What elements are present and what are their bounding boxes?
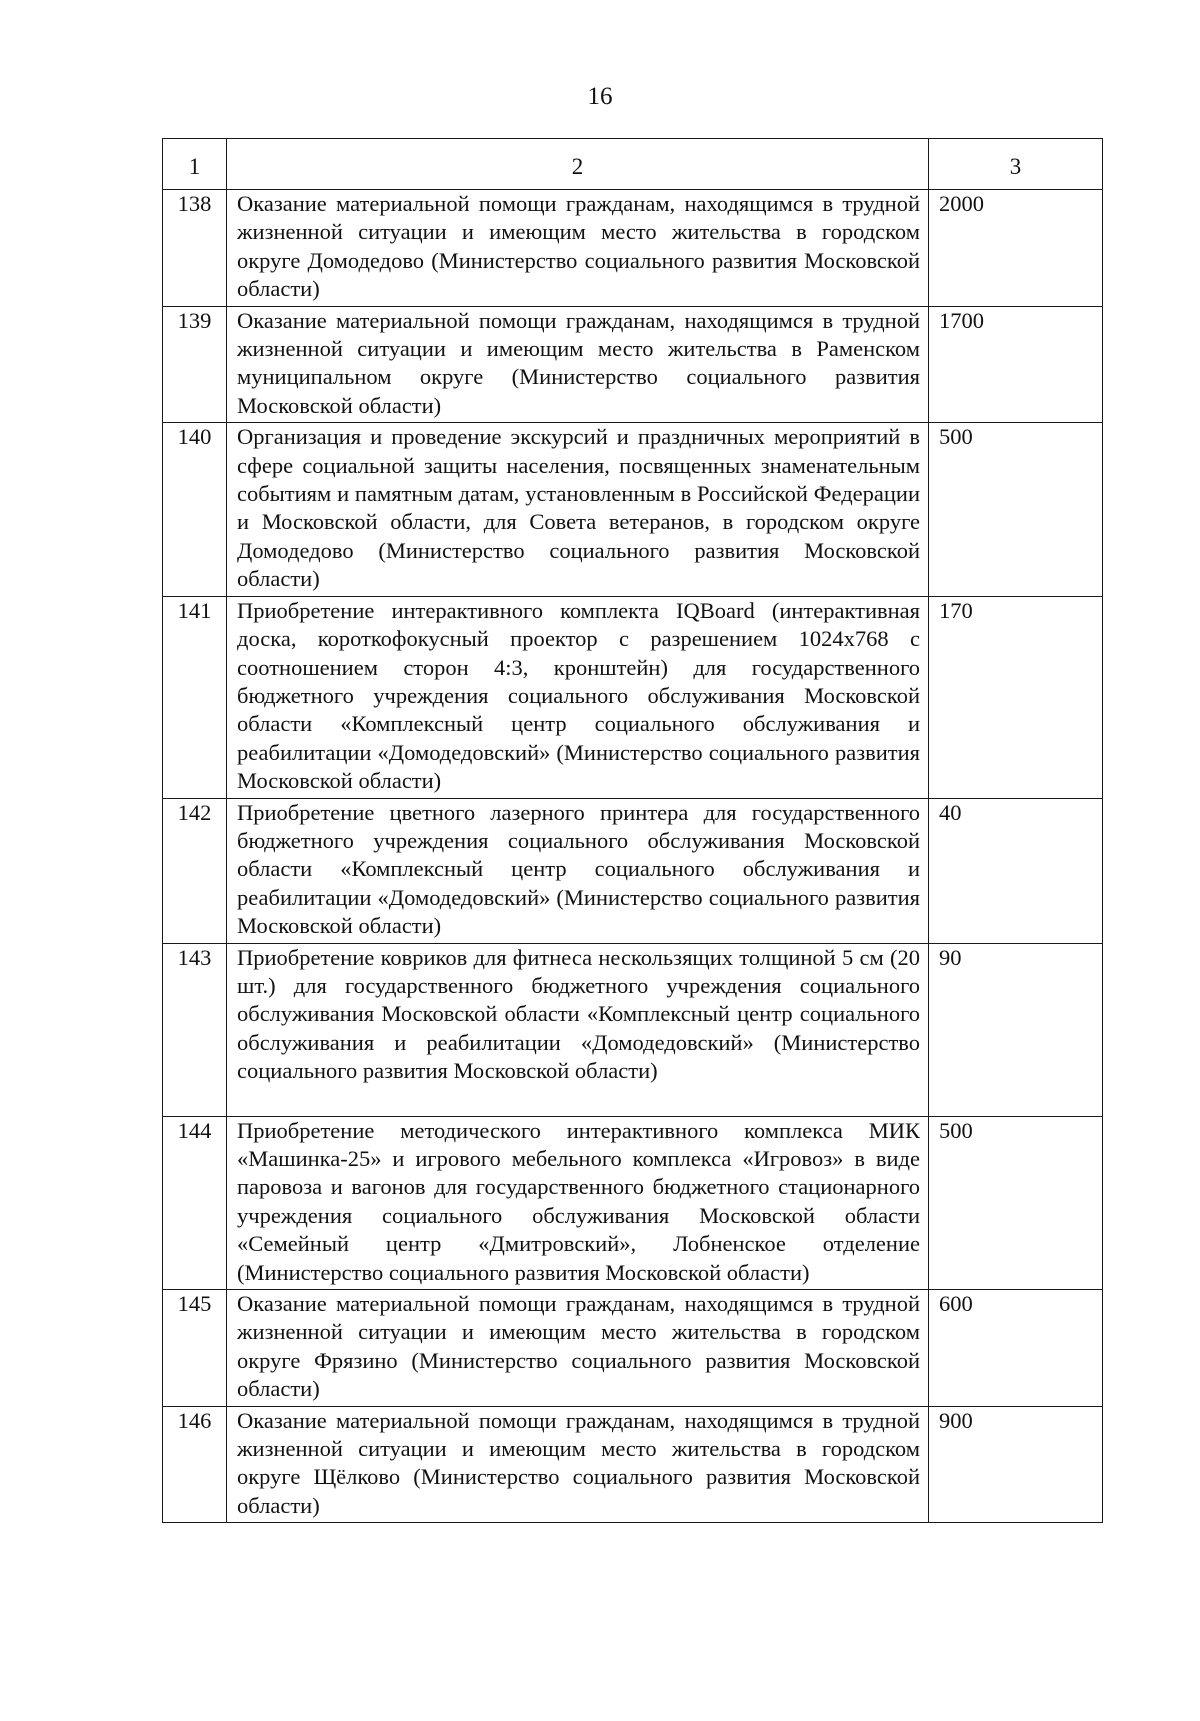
row-number: 142 bbox=[163, 798, 227, 943]
row-amount: 1700 bbox=[929, 306, 1103, 423]
table-header-row bbox=[163, 139, 1103, 190]
row-description: Организация и проведение экскурсий и праздничных мероприятий в сфере социальной защиты населения, посвященных знаменательным событиям и памятным датам, установленным в Российской Федерации и Московской области, для Совета ветеранов, в городском округе Домодедово (Министерство социального развития Московской области) bbox=[227, 423, 929, 596]
row-description: Приобретение цветного лазерного принтера для государственного бюджетного учреждения социального обслуживания Московской области «Комплексный центр социального обслуживания и реабилитации «Домодедовский» (Министерство социального развития Московской области) bbox=[227, 798, 929, 943]
expenditure-table bbox=[162, 138, 1103, 1523]
table-row bbox=[163, 190, 1103, 307]
row-number: 140 bbox=[163, 423, 227, 596]
row-number: 143 bbox=[163, 943, 227, 1116]
table-row bbox=[163, 798, 1103, 943]
row-description: Оказание материальной помощи гражданам, находящимся в трудной жизненной ситуации и имеющим место жительства в городском округе Щёлково (Министерство социального развития Московской области) bbox=[227, 1406, 929, 1523]
table-row bbox=[163, 306, 1103, 423]
row-amount: 2000 bbox=[929, 190, 1103, 307]
row-amount: 40 bbox=[929, 798, 1103, 943]
row-number: 146 bbox=[163, 1406, 227, 1523]
table-row bbox=[163, 423, 1103, 596]
row-amount: 90 bbox=[929, 943, 1103, 1116]
table-row bbox=[163, 1116, 1103, 1289]
row-description: Оказание материальной помощи гражданам, находящимся в трудной жизненной ситуации и имеющим место жительства в Раменском муниципальном округе (Министерство социального развития Московской области) bbox=[227, 306, 929, 423]
table-row bbox=[163, 596, 1103, 798]
row-number: 141 bbox=[163, 596, 227, 798]
row-description: Приобретение методического интерактивного комплекса МИК «Машинка-25» и игрового мебельного комплекса «Игровоз» в виде паровоза и вагонов для государственного бюджетного стационарного учреждения социального обслуживания Московской области «Семейный центр «Дмитровский», Лобненское отделение (Министерство социального развития Московской области) bbox=[227, 1116, 929, 1289]
table-row bbox=[163, 943, 1103, 1116]
row-number: 139 bbox=[163, 306, 227, 423]
row-description: Оказание материальной помощи гражданам, находящимся в трудной жизненной ситуации и имеющим место жительства в городском округе Фрязино (Министерство социального развития Московской области) bbox=[227, 1290, 929, 1407]
row-amount: 500 bbox=[929, 423, 1103, 596]
row-amount: 500 bbox=[929, 1116, 1103, 1289]
row-number: 138 bbox=[163, 190, 227, 307]
row-amount: 170 bbox=[929, 596, 1103, 798]
header-col-number: 1 bbox=[163, 139, 227, 190]
row-description: Оказание материальной помощи гражданам, находящимся в трудной жизненной ситуации и имеющим место жительства в городском округе Домодедово (Министерство социального развития Московской области) bbox=[227, 190, 929, 307]
row-number: 144 bbox=[163, 1116, 227, 1289]
header-col-amount: 3 bbox=[929, 139, 1103, 190]
row-amount: 600 bbox=[929, 1290, 1103, 1407]
row-description: Приобретение интерактивного комплекта IQBoard (интерактивная доска, короткофокусный проектор с разрешением 1024x768 с соотношением сторон 4:3, кронштейн) для государственного бюджетного учреждения социального обслуживания Московской области «Комплексный центр социального обслуживания и реабилитации «Домодедовский» (Министерство социального развития Московской области) bbox=[227, 596, 929, 798]
row-number: 145 bbox=[163, 1290, 227, 1407]
page-number: 16 bbox=[587, 83, 613, 110]
row-description: Приобретение ковриков для фитнеса нескользящих толщиной 5 см (20 шт.) для государственного бюджетного учреждения социального обслуживания Московской области «Комплексный центр социального обслуживания и реабилитации «Домодедовский» (Министерство социального развития Московской области) bbox=[227, 943, 929, 1116]
header-col-description: 2 bbox=[227, 139, 929, 190]
table-row bbox=[163, 1406, 1103, 1523]
table-row bbox=[163, 1290, 1103, 1407]
row-amount: 900 bbox=[929, 1406, 1103, 1523]
